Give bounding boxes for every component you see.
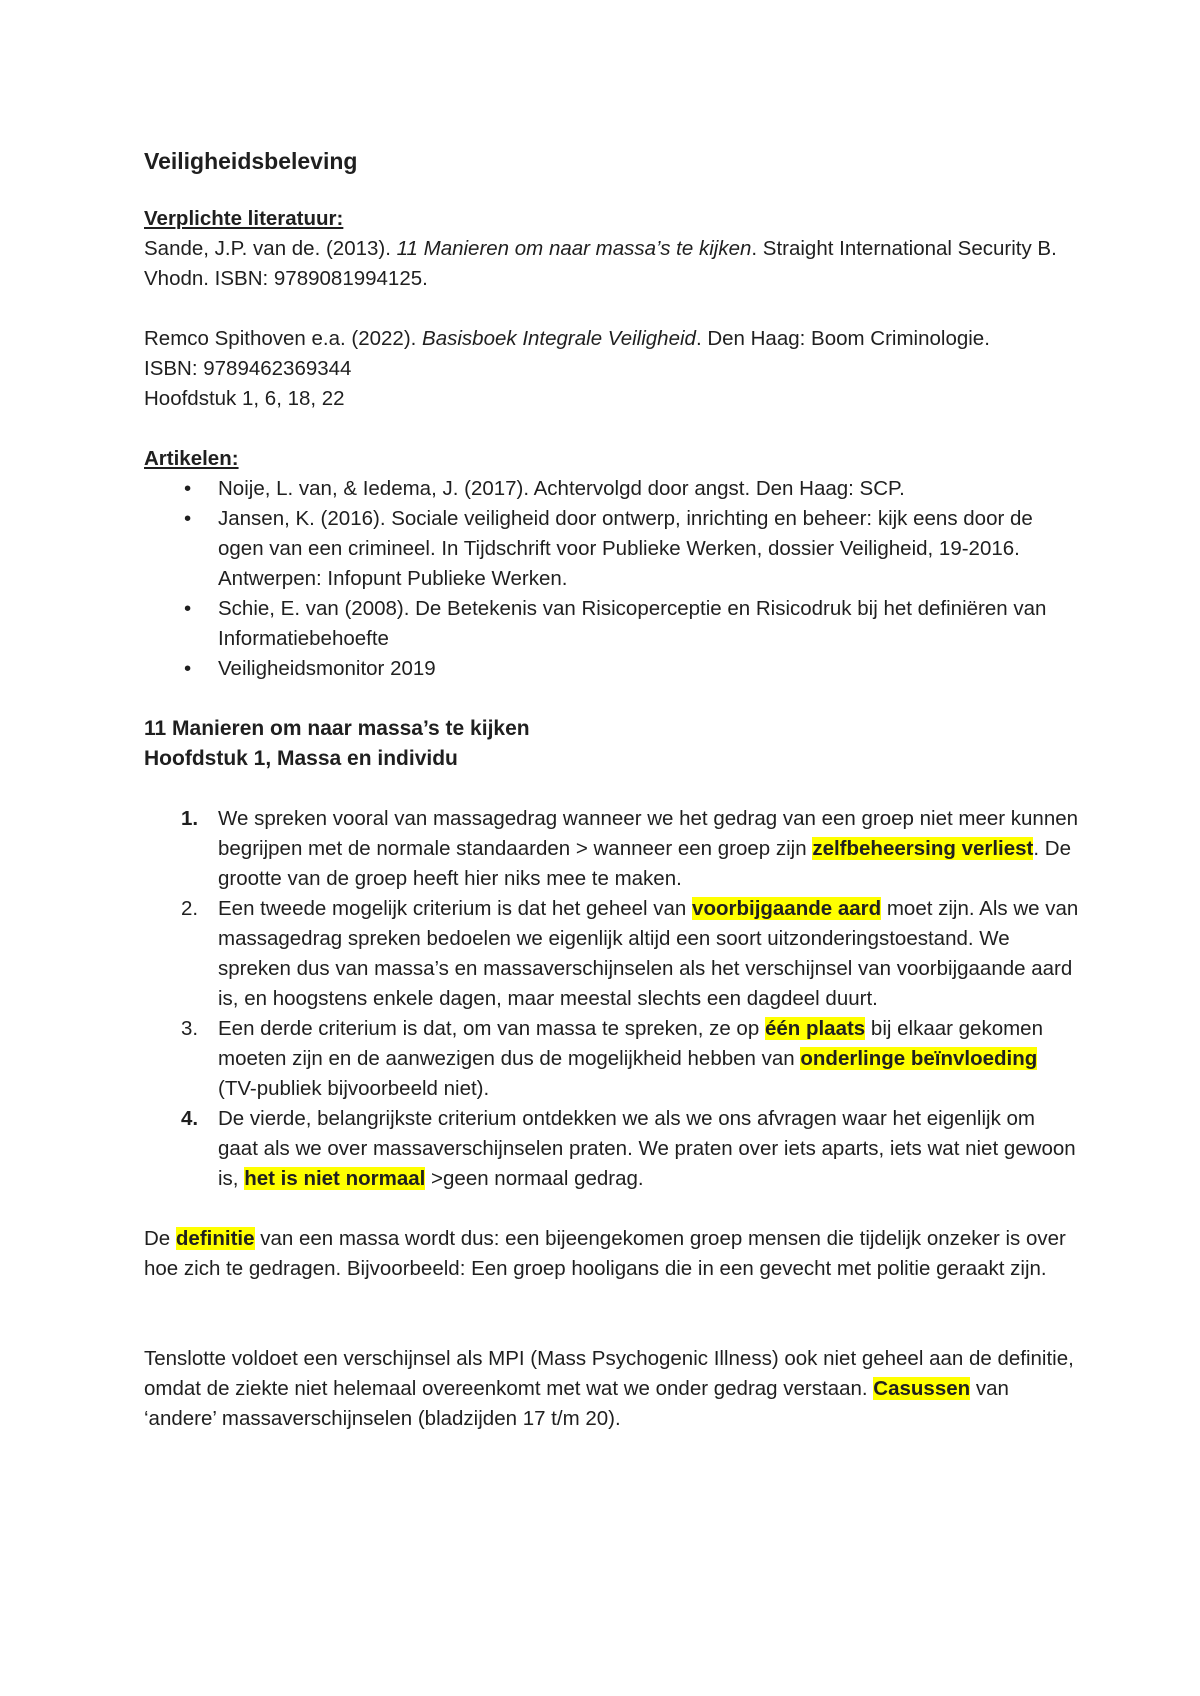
paragraph-text: De bbox=[144, 1227, 176, 1250]
ref1-book-title: 11 Manieren om naar massa’s te kijken bbox=[396, 237, 752, 260]
criterion-text: Een tweede mogelijk criterium is dat het geheel van bbox=[218, 897, 693, 920]
paragraph-text: van ‘andere’ massaverschijnselen (bladzijden 17 t/m 20). bbox=[144, 1377, 1009, 1430]
ref2-book-title: Basisboek Integrale Veiligheid bbox=[422, 327, 696, 350]
list-item: • Schie, E. van (2008). De Betekenis van Risicoperceptie en Risicodruk bij het definiëren van Informatiebehoefte bbox=[144, 594, 1080, 654]
articles-heading: Artikelen: bbox=[144, 447, 239, 470]
spacer bbox=[144, 684, 1080, 714]
list-number: 3. bbox=[181, 1017, 199, 1040]
closing-paragraph bbox=[144, 1344, 1080, 1434]
ref1-publisher: . Straight International Security B. Vhodn. ISBN: 9789081994125. bbox=[144, 237, 1057, 290]
criterion-3 bbox=[144, 1014, 1080, 1104]
literature-heading: Verplichte literatuur: bbox=[144, 207, 344, 230]
highlight: definitie bbox=[175, 1227, 255, 1250]
criterion-text: Een derde criterium is dat, om van massa te spreken, ze op bbox=[218, 1017, 765, 1040]
paragraph-text: van een massa wordt dus: een bijeengekomen groep mensen die tijdelijk onzeker is over hoe zich te gedragen. Bijvoorbeeld: Een groep hooligans die in een gevecht met politie geraakt zijn. bbox=[144, 1227, 1066, 1280]
list-item: • Noije, L. van, & Iedema, J. (2017). Achtervolgd door angst. Den Haag: SCP. bbox=[144, 474, 1080, 504]
criterion-text: De vierde, belangrijkste criterium ontdekken we als we ons afvragen waar het eigenlijk om gaat als we over massaverschijnselen praten. We praten over iets aparts, iets wat niet gewoon is, bbox=[218, 1107, 1076, 1190]
articles-list bbox=[144, 474, 1080, 684]
criterion-text: We spreken vooral van massagedrag wanneer we het gedrag van een groep niet meer kunnen begrijpen met de normale standaarden > wanneer een groep zijn bbox=[218, 807, 1079, 860]
spacer bbox=[144, 1314, 1080, 1344]
spacer bbox=[144, 774, 1080, 804]
criteria-list bbox=[144, 804, 1080, 1194]
highlight: Casussen bbox=[873, 1377, 971, 1400]
section-heading-chapter: Hoofdstuk 1, Massa en individu bbox=[144, 747, 458, 770]
literature-ref-1 bbox=[144, 234, 1080, 294]
list-number: 4. bbox=[181, 1107, 199, 1130]
highlight: voorbijgaande aard bbox=[692, 897, 882, 920]
spacer bbox=[144, 294, 1080, 324]
highlight: onderlinge beïnvloeding bbox=[800, 1047, 1038, 1070]
list-item: • Jansen, K. (2016). Sociale veiligheid door ontwerp, inrichting en beheer: kijk eens door de ogen van een crimineel. In Tijdschrift voor Publieke Werken, dossier Veiligheid, 19-2016. Antwerpen: Infopunt Publieke Werken. bbox=[144, 504, 1080, 594]
criterion-2 bbox=[144, 894, 1080, 1014]
list-number: 2. bbox=[181, 897, 199, 920]
criterion-text: bij elkaar gekomen moeten zijn en de aanwezigen dus de mogelijkheid hebben van bbox=[218, 1017, 1043, 1070]
paragraph-text: Tenslotte voldoet een verschijnsel als MPI (Mass Psychogenic Illness) ook niet geheel aan de definitie, omdat de ziekte niet helemaal overeenkomt met wat we onder gedrag verstaan. bbox=[144, 1347, 1074, 1400]
spacer bbox=[144, 414, 1080, 444]
ref2-authors: Remco Spithoven e.a. (2022). bbox=[144, 327, 423, 350]
highlight: het is niet normaal bbox=[244, 1167, 426, 1190]
spacer bbox=[144, 1194, 1080, 1224]
ref2-chapters: Hoofdstuk 1, 6, 18, 22 bbox=[144, 387, 345, 410]
literature-ref-2 bbox=[144, 324, 1080, 354]
definition-paragraph bbox=[144, 1224, 1080, 1284]
section-heading-book: 11 Manieren om naar massa’s te kijken bbox=[144, 717, 530, 740]
criterion-text: (TV-publiek bijvoorbeeld niet). bbox=[218, 1077, 490, 1100]
ref1-authors: Sande, J.P. van de. (2013). bbox=[144, 237, 397, 260]
list-number: 1. bbox=[181, 807, 199, 830]
criterion-4 bbox=[144, 1104, 1080, 1194]
spacer bbox=[144, 1284, 1080, 1314]
document-title: Veiligheidsbeleving bbox=[144, 148, 358, 174]
highlight: zelfbeheersing verliest bbox=[812, 837, 1034, 860]
criterion-text: moet zijn. Als we van massagedrag spreken bedoelen we eigenlijk altijd een soort uitzonderingstoestand. We spreken dus van massa’s en massaverschijnselen als het verschijnsel van voorbijgaande aard is, en hoogstens enkele dagen, maar meestal slechts een dagdeel duurt. bbox=[218, 897, 1079, 1010]
criterion-text: . De grootte van de groep heeft hier niks mee te maken. bbox=[218, 837, 1071, 890]
ref2-isbn: ISBN: 9789462369344 bbox=[144, 357, 352, 380]
criterion-text: >geen normaal gedrag. bbox=[425, 1167, 644, 1190]
ref2-publisher: . Den Haag: Boom Criminologie. bbox=[695, 327, 990, 350]
list-item: • Veiligheidsmonitor 2019 bbox=[144, 654, 1080, 684]
criterion-1 bbox=[144, 804, 1080, 894]
highlight: één plaats bbox=[764, 1017, 866, 1040]
